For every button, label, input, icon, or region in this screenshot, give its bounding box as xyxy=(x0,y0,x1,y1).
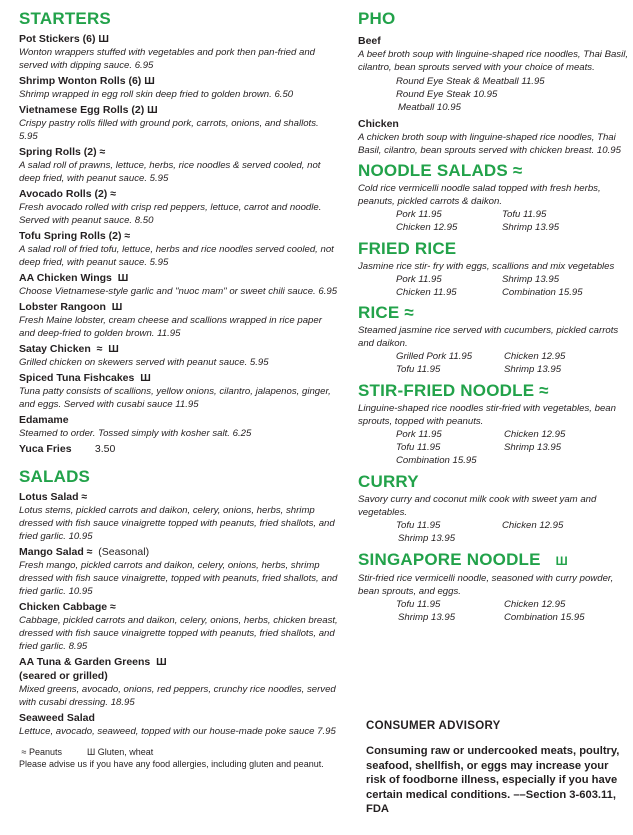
menu-item-desc: A salad roll of fried tofu, lettuce, herbs and rice noodles served cooled, not deep fried, with peanut sauce. 5.95 xyxy=(19,244,334,268)
noodle-salads-title: NOODLE SALADS ≈ xyxy=(358,161,523,180)
item-name-text: Spring Rolls (2) ≈ xyxy=(19,146,106,158)
pho-beef-heading: Beef xyxy=(358,35,381,47)
advisory-title: CONSUMER ADVISORY xyxy=(366,720,501,732)
price-option: Shrimp 13.95 xyxy=(502,274,560,285)
pho-chicken-heading: Chicken xyxy=(358,118,399,130)
left-column xyxy=(19,8,339,770)
starters-list xyxy=(19,32,339,456)
curry-desc: Savory curry and coconut milk cook with sweet yam and vegetables. xyxy=(358,494,597,518)
menu-item xyxy=(19,600,339,653)
stir-fried-title: STIR-FRIED NOODLE ≈ xyxy=(358,381,549,400)
rice-desc: Steamed jasmine rice served with cucumbers, pickled carrots and daikon. xyxy=(358,325,619,349)
menu-item-desc: Crispy pastry rolls filled with ground pork, carrots, onions, and shallots. 5.95 xyxy=(19,118,319,142)
curry-title: CURRY xyxy=(358,472,419,491)
legend-advice: Please advise us if you have any food allergies, including gluten and peanut. xyxy=(19,759,324,769)
price-row xyxy=(358,273,630,286)
price-option: Chicken 12.95 xyxy=(504,599,566,610)
menu-item xyxy=(19,32,339,72)
price-row xyxy=(358,221,630,234)
menu-item-desc: Lettuce, avocado, seaweed, topped with our house-made poke sauce 7.95 xyxy=(19,726,336,737)
price-row xyxy=(358,519,630,532)
item-name-text: Lobster Rangoon xyxy=(19,301,106,313)
price-option: Shrimp 13.95 xyxy=(504,442,562,453)
price-option: Combination 15.95 xyxy=(502,287,583,298)
menu-item-desc: A salad roll of prawns, lettuce, herbs, rice noodles & served cooled, not deep fried, with peanut sauce. 5.95 xyxy=(19,160,321,184)
item-name-text: Satay Chicken xyxy=(19,343,91,355)
price-option: Tofu 11.95 xyxy=(396,520,441,531)
item-name-text: Yuca Fries xyxy=(19,443,72,455)
menu-item-name xyxy=(19,145,339,159)
menu-item xyxy=(19,655,339,709)
item-name-text: Edamame xyxy=(19,414,69,426)
menu-item xyxy=(19,187,339,227)
menu-item-name xyxy=(19,600,339,614)
menu-item-name xyxy=(19,74,339,88)
allergen-symbol: Ш xyxy=(111,272,129,284)
menu-item-name xyxy=(19,371,339,385)
price-row xyxy=(358,208,630,221)
item-name-text: Tofu Spring Rolls (2) ≈ xyxy=(19,230,131,242)
menu-item-name xyxy=(19,300,339,314)
salads-title: SALADS xyxy=(19,467,91,486)
menu-item-desc: Lotus stems, pickled carrots and daikon, celery, onions, herbs, shrimp dressed with fish sauce vinaigrette topped with peanuts, fried shallots, and fried garlic. 10.95 xyxy=(19,505,335,542)
price-option: Chicken 11.95 xyxy=(396,287,457,298)
salads-list xyxy=(19,490,339,738)
menu-item xyxy=(19,145,339,185)
pho-beef-desc: A beef broth soup with linguine-shaped rice noodles, Thai Basil, cilantro, bean sprouts served with your choice of meats. xyxy=(358,49,629,73)
price-row xyxy=(358,598,630,611)
item-name-text: Avocado Rolls (2) ≈ xyxy=(19,188,116,200)
menu-item-name xyxy=(19,545,339,559)
menu-item xyxy=(19,442,339,456)
consumer-advisory xyxy=(366,720,628,817)
price-row xyxy=(358,428,630,441)
allergy-legend xyxy=(19,746,339,770)
price-row xyxy=(358,611,630,624)
price-option: Chicken 12.95 xyxy=(504,351,566,362)
item-name-text: Lotus Salad ≈ xyxy=(19,491,88,503)
fried-rice-title: FRIED RICE xyxy=(358,239,457,258)
menu-item xyxy=(19,413,339,440)
menu-item-name xyxy=(19,229,339,243)
price-option: Tofu 11.95 xyxy=(396,364,441,375)
allergen-symbol: Ш xyxy=(105,301,123,313)
price-option: Tofu 11.95 xyxy=(502,209,547,220)
menu-item-name xyxy=(19,413,339,427)
menu-item-desc: Grilled chicken on skewers served with peanut sauce. 5.95 xyxy=(19,357,269,368)
stir-fried-desc: Linguine-shaped rice noodles stir-fried with vegetables, bean sprouts, topped with peanuts. xyxy=(358,403,616,427)
price-option: Pork 11.95 xyxy=(396,429,442,440)
menu-item xyxy=(19,229,339,269)
price-row xyxy=(358,363,630,376)
price-option: Combination 15.95 xyxy=(396,455,477,466)
menu-item-desc: Cabbage, pickled carrots and daikon, celery, onions, herbs, chicken breast, dressed with fish sauce vinaigrette topped with peanuts, fried shallots, and fried garlic. 8.95 xyxy=(19,615,338,652)
price-option: Tofu 11.95 xyxy=(396,599,441,610)
menu-item xyxy=(19,490,339,543)
price-option: Chicken 12.95 xyxy=(504,429,566,440)
item-name-text: Spiced Tuna Fishcakes xyxy=(19,372,135,384)
menu-item-name xyxy=(19,32,339,46)
noodle-salads-desc: Cold rice vermicelli noodle salad topped with fresh herbs, peanuts, pickled carrots & daikon. xyxy=(358,183,601,207)
price-option: Shrimp 13.95 xyxy=(504,364,562,375)
menu-item-desc: Steamed to order. Tossed simply with kosher salt. 6.25 xyxy=(19,428,252,439)
price-option: Tofu 11.95 xyxy=(396,442,441,453)
singapore-desc: Stir-fried rice vermicelli noodle, seasoned with curry powder, bean sprouts, and eggs. xyxy=(358,573,614,597)
price-row xyxy=(358,350,630,363)
price-option: Pork 11.95 xyxy=(396,209,442,220)
price-option: Chicken 12.95 xyxy=(502,520,564,531)
item-name-text: AA Chicken Wings xyxy=(19,272,112,284)
menu-item xyxy=(19,342,339,369)
pho-chicken-desc: A chicken broth soup with linguine-shaped rice noodles, Thai Basil, cilantro, bean sprouts served with chicken breast. 10.95 xyxy=(358,132,621,156)
rice-title: RICE ≈ xyxy=(358,303,414,322)
menu-item-name xyxy=(19,442,339,456)
menu-item-desc: Tuna patty consists of scallions, yellow onions, cilantro, jalapenos, ginger, and eggs. Served with cusabi sauce 11.95 xyxy=(19,386,331,410)
allergen-symbol: Ш xyxy=(95,33,109,45)
price-option: Shrimp 13.95 xyxy=(398,612,456,623)
menu-item-desc: Fresh avocado rolled with crisp red peppers, lettuce, carrot and noodle. Served with peanut sauce. 8.50 xyxy=(19,202,322,226)
item-name-text: AA Tuna & Garden Greens xyxy=(19,656,151,668)
menu-item-name xyxy=(19,187,339,201)
menu-item-name xyxy=(19,490,339,504)
menu-item-name xyxy=(19,342,339,356)
right-column xyxy=(358,8,630,624)
menu-item xyxy=(19,371,339,411)
allergen-symbol: Ш xyxy=(134,372,151,384)
item-name-text: Seaweed Salad xyxy=(19,712,95,724)
allergen-symbol: Ш xyxy=(141,75,155,87)
menu-item xyxy=(19,271,339,298)
menu-item xyxy=(19,300,339,340)
menu-item-subname: (seared or grilled) xyxy=(19,670,108,682)
pho-beef-option: Meatball 10.95 xyxy=(398,102,461,113)
menu-item xyxy=(19,103,339,143)
legend-symbols: ≈ Peanuts Ш Gluten, wheat xyxy=(19,747,154,757)
allergen-symbol: Ш xyxy=(144,104,158,116)
menu-item-desc: Wonton wrappers stuffed with vegetables and pork then pan-fried and served with dipping sauce. 6.95 xyxy=(19,47,315,71)
price-row xyxy=(358,286,630,299)
advisory-text: Consuming raw or undercooked meats, poultry, seafood, shellfish, or eggs may increase your risk of foodborne illness, especially if you have certain medical conditions. ––Section 3-603.11, FDA xyxy=(366,745,620,815)
item-name-text: Shrimp Wonton Rolls (6) xyxy=(19,75,142,87)
price-option: Pork 11.95 xyxy=(396,274,442,285)
price-option: Chicken 12.95 xyxy=(396,222,458,233)
price-row xyxy=(358,441,630,454)
allergen-symbol: ≈ Ш xyxy=(90,343,119,355)
price-option: Shrimp 13.95 xyxy=(398,533,456,544)
menu-item xyxy=(19,711,339,738)
pho-beef-option: Round Eye Steak 10.95 xyxy=(396,89,498,100)
menu-item-name xyxy=(19,655,339,669)
allergen-symbol: (Seasonal) xyxy=(92,546,150,558)
price-row xyxy=(358,532,630,545)
menu-item-desc: Fresh Maine lobster, cream cheese and scallions wrapped in rice paper and deep-fried to golden brown. 11.95 xyxy=(19,315,322,339)
menu-item-desc: Mixed greens, avocado, onions, red peppers, crunchy rice noodles, served with cusabi dressing. 18.95 xyxy=(19,684,336,708)
pho-title: PHO xyxy=(358,9,396,28)
item-name-text: Vietnamese Egg Rolls (2) xyxy=(19,104,145,116)
item-name-text: Pot Stickers (6) xyxy=(19,33,96,45)
allergen-symbol: Ш xyxy=(150,656,167,668)
price-row xyxy=(358,454,630,467)
price-option: Grilled Pork 11.95 xyxy=(396,351,473,362)
menu-item-name xyxy=(19,103,339,117)
menu-item xyxy=(19,545,339,598)
price-option: Combination 15.95 xyxy=(504,612,585,623)
menu-item-name xyxy=(19,271,339,285)
menu-item-desc: Fresh mango, pickled carrots and daikon, celery, onions, herbs, shrimp dressed with fish sauce vinaigrette, topped with peanuts, fried shallots, and fried garlic. 10.95 xyxy=(19,560,338,597)
price-option: Shrimp 13.95 xyxy=(502,222,560,233)
singapore-title-text: SINGAPORE NOODLE xyxy=(358,550,541,569)
allergen-symbol: 3.50 xyxy=(71,443,116,455)
menu-item xyxy=(19,74,339,101)
singapore-title xyxy=(358,549,630,572)
menu-item-name xyxy=(19,711,339,725)
menu-item-desc: Shrimp wrapped in egg roll skin deep fried to golden brown. 6.50 xyxy=(19,89,294,100)
item-name-text: Mango Salad ≈ xyxy=(19,546,93,558)
fried-rice-desc: Jasmine rice stir- fry with eggs, scallions and mix vegetables xyxy=(358,261,615,272)
pho-beef-option: Round Eye Steak & Meatball 11.95 xyxy=(396,76,545,87)
menu-item-desc: Choose Vietnamese-style garlic and "nuoc mam" or sweet chili sauce. 6.95 xyxy=(19,286,338,297)
gluten-symbol: Ш xyxy=(555,554,568,568)
starters-title: STARTERS xyxy=(19,9,111,28)
item-name-text: Chicken Cabbage ≈ xyxy=(19,601,116,613)
